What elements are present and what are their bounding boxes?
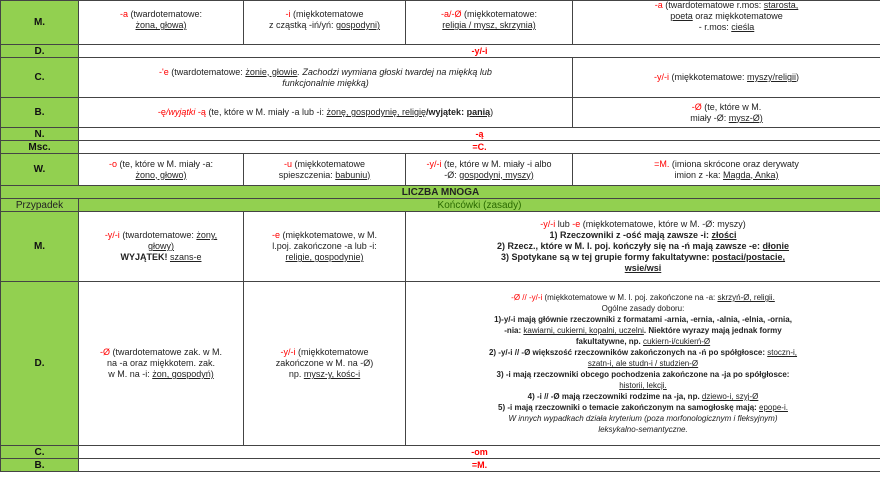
- case-label: B.: [1, 459, 79, 472]
- sg-w-cell-3: -y/-i (te, które w M. miały -i albo -Ø: gospodyni, myszy): [406, 154, 573, 186]
- case-label: M.: [1, 212, 79, 282]
- case-label: D.: [1, 282, 79, 446]
- sg-row-msc: [1, 141, 880, 154]
- column-header-endings: Końcówki (zasady): [79, 199, 880, 212]
- plural-section-header: [1, 186, 880, 199]
- pl-b-ending: =M.: [79, 459, 880, 472]
- section-title: LICZBA MNOGA: [1, 186, 880, 199]
- pl-row-d: [1, 282, 880, 446]
- sg-row-d: [1, 45, 880, 58]
- case-label: Msc.: [1, 141, 79, 154]
- pl-m-cell-2: -e (miękkotematowe, w M. l.poj. zakończone -a lub -i: religie, gospodynie): [244, 212, 406, 282]
- plural-column-header: [1, 199, 880, 212]
- sg-m-cell-1: -a (twardotematowe: żona, głowa): [79, 1, 244, 45]
- sg-c-cell-1: -'e (twardotematowe: żonie, głowie. Zachodzi wymiana głoski twardej na miękką lub funkcjonalnie miękką): [79, 58, 573, 98]
- pl-m-cell-1: -y/-i (twardotematowe: żony, głowy) WYJĄTEK! szans-e: [79, 212, 244, 282]
- case-label: D.: [1, 45, 79, 58]
- pl-c-ending: -om: [79, 446, 880, 459]
- sg-msc-ending: =C.: [79, 141, 880, 154]
- pl-row-c: [1, 446, 880, 459]
- case-label: C.: [1, 58, 79, 98]
- sg-d-ending: -y/-i: [79, 45, 880, 58]
- sg-c-cell-2: -y/-i (miękkotematowe: myszy/religii): [573, 58, 880, 98]
- sg-row-c: [1, 58, 880, 98]
- sg-w-cell-2: -u (miękkotematowe spieszczenia: babuniu): [244, 154, 406, 186]
- sg-m-cell-4: -a (twardotematowe r.mos: starosta, poeta oraz miękkotematowe - r.mos: cieśla: [573, 1, 880, 45]
- sg-row-m: [1, 1, 880, 45]
- pl-d-cell-1: -Ø (twardotematowe zak. w M. na -a oraz miękkotem. zak. w M. na -i: żon, gospodyń): [79, 282, 244, 446]
- pl-row-m: [1, 212, 880, 282]
- sg-row-n: [1, 128, 880, 141]
- case-label: M.: [1, 1, 79, 45]
- sg-w-cell-1: -o (te, które w M. miały -a: żono, głowo): [79, 154, 244, 186]
- sg-b-cell-1: -ę/wyjątki -ą (te, które w M. miały -a lub -i: żonę, gospodynię, religię/wyjątek: panią): [79, 98, 573, 128]
- pl-m-cell-3: -y/-i lub -e (miękkotematowe, które w M. -Ø: myszy) 1) Rzeczowniki z -ość mają zawsze -i: złości 2) Rzecz., które w M. l. poj. kończyły się na -ń mają zawsze -e: dłonie 3) Spotykane są w tej grupie formy fakultatywne: postaci/postacie, wsie/wsi: [406, 212, 880, 282]
- pl-d-cell-2: -y/-i (miękkotematowe zakończone w M. na -Ø) np. mysz-y, kośc-i: [244, 282, 406, 446]
- pl-d-cell-3: -Ø // -y/-i (miękkotematowe w M. l. poj. zakończone na -a: skrzyń-Ø, religii. Ogólne zasady doboru: 1)-y/-i mają głównie rzeczowniki z formatami -arnia, -ernia, -alnia, -elnia, -ornia, -nia: kawiarni, cukierni, kopalni, uczelni. Niektóre wyrazy mają jednak formy fakultatywne, np. cukiern-i/cukierń-Ø 2) -y/-i // -Ø większość rzeczowników zakończonych na -ń po spółgłosce: stoczn-i, szatn-i, ale studn-i / studzien-Ø 3) -i mają rzeczowniki obcego pochodzenia zakończone na -ja po spółgłosce: historii, lekcji. 4) -i // -Ø mają rzeczowniki rodzime na -ja, np. dziewo-i, szyj-Ø 5) -i mają rzeczowniki o temacie zakończonym na samogłoskę mają: epope-i. W innych wypadkach działa kryterium (poza morfonologicznym i fleksyjnym) leksykalno-semantyczne.: [406, 282, 880, 446]
- sg-m-cell-2: -i (miękkotematowe z cząstką -iń/yń: gospodyni): [244, 1, 406, 45]
- case-label: B.: [1, 98, 79, 128]
- sg-m-cell-3: -a/-Ø (miękkotematowe: religia / mysz, skrzynia): [406, 1, 573, 45]
- sg-n-ending: -ą: [79, 128, 880, 141]
- sg-w-cell-4: =M. (imiona skrócone oraz derywaty imion z -ka: Magda, Anka): [573, 154, 880, 186]
- column-header-case: Przypadek: [1, 199, 79, 212]
- sg-row-b: [1, 98, 880, 128]
- case-label: N.: [1, 128, 79, 141]
- pl-row-b: [1, 459, 880, 472]
- sg-row-w: [1, 154, 880, 186]
- sg-b-cell-2: -Ø (te, które w M. miały -Ø: mysz-Ø): [573, 98, 880, 128]
- case-label: C.: [1, 446, 79, 459]
- case-label: W.: [1, 154, 79, 186]
